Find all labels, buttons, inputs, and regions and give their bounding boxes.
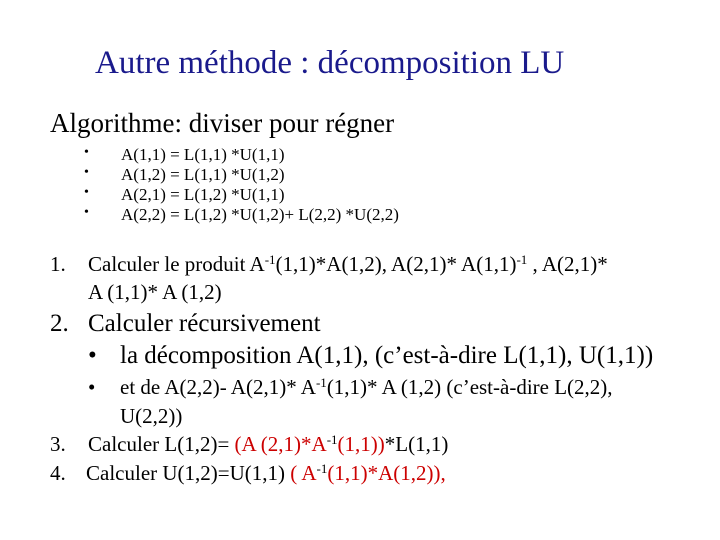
step-1-line-2: A (1,1)* A (1,2) (88, 280, 222, 304)
slide-subtitle: Algorithme: diviser pour régner (50, 108, 395, 138)
equation-text: A(2,2) = L(1,2) *U(1,2)+ L(2,2) *U(2,2) (121, 205, 399, 224)
step-2-text: Calculer récursivement (88, 310, 321, 337)
step-3-number: 3. (50, 432, 66, 456)
bullet-icon: • (84, 145, 89, 160)
step-3-text: Calculer L(1,2)= (A $(2,1)*A^{-1}(1,1))*L(1,1)$ (88, 431, 449, 456)
equation-text: A(1,1) = L(1,1) *U(1,1) (121, 145, 285, 164)
bullet-icon: • (88, 342, 97, 369)
bullet-icon: • (84, 185, 89, 200)
step-2-subitem-2-line-2: U(2,2)) (120, 404, 183, 428)
step-2-number: 2. (50, 310, 69, 337)
step-1-text: Calculer le produit $A^{-1}(1,1)*A(1,2)$, A(2,1)* $A(1,1)^{-1}$ , A(2,1)* (88, 251, 608, 276)
step-4-text: Calculer U(1,2)=U(1,1) ( $A^{-1}(1,1)*A(1,2)$), (86, 460, 446, 485)
step-2-subitem-1: la décomposition A(1,1), (c’est-à-dire L(1,1), U(1,1)) (120, 342, 654, 369)
bullet-icon: • (84, 205, 89, 220)
bullet-icon: • (88, 375, 96, 399)
step-4-number: 4. (50, 461, 66, 485)
equation-text: A(2,1) = L(1,2) *U(1,1) (121, 185, 285, 204)
step-1-number: 1. (50, 252, 66, 276)
bullet-icon: • (84, 165, 89, 180)
slide-title: Autre méthode : décomposition LU (95, 45, 565, 81)
equation-text: A(1,2) = L(1,1) *U(1,2) (121, 165, 285, 184)
step-2-subitem-2: et de A(2,2)- A(2,1)* $A^{-1}(1,1)*$ A (1,2) (c’est-à-dire L(2,2), (120, 374, 613, 399)
